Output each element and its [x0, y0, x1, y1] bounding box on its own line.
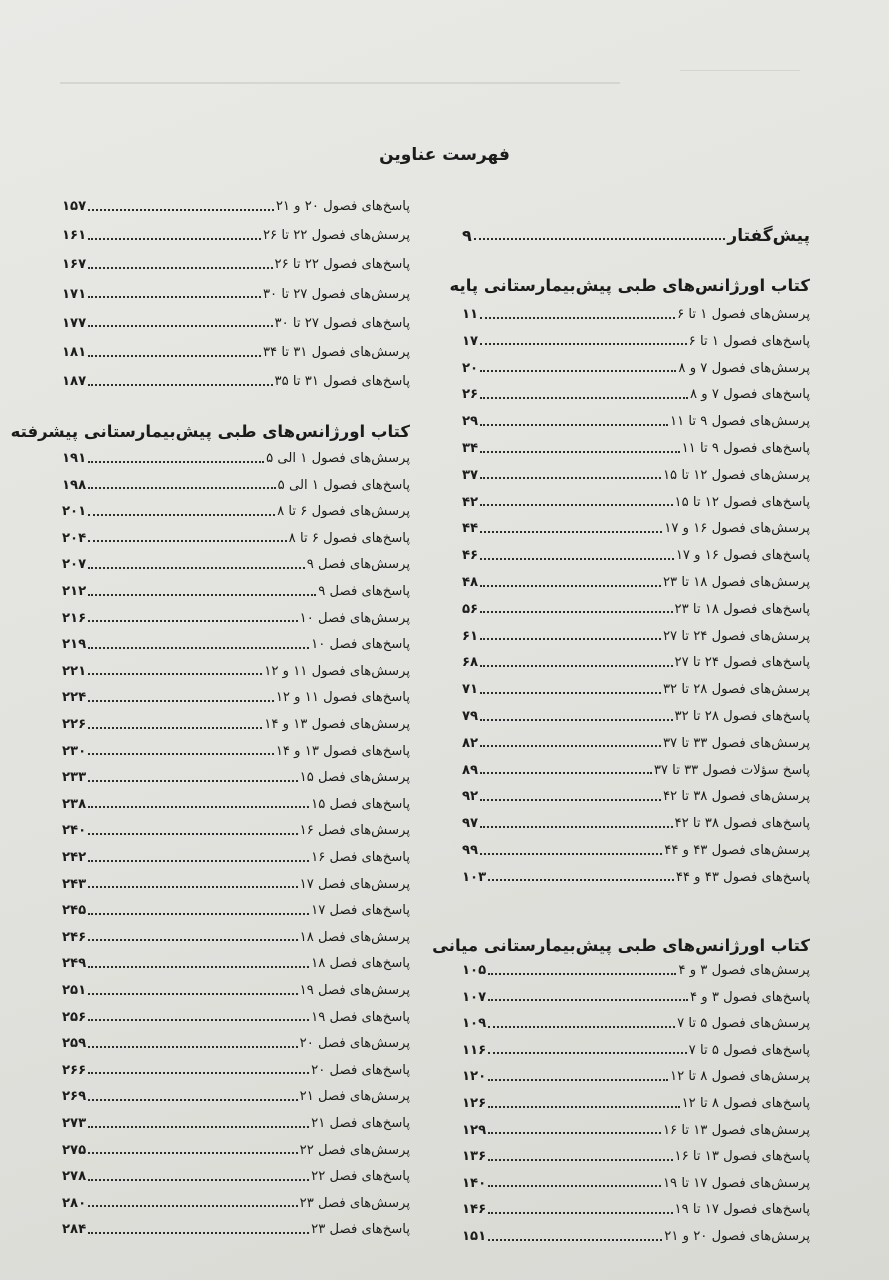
leader-dots — [88, 993, 297, 995]
leader-dots — [88, 540, 287, 542]
toc-entry[interactable] — [462, 1096, 810, 1111]
entry-label: پرسش‌های فصول ۸ تا ۱۲ — [670, 1069, 810, 1085]
toc-entry[interactable] — [462, 468, 810, 483]
leader-dots — [480, 826, 672, 828]
leader-dots — [480, 665, 672, 667]
leader-dots — [480, 558, 674, 560]
entry-page: ۲۰۴ — [62, 530, 87, 546]
leader-dots — [480, 397, 688, 399]
entry-page: ۲۳۸ — [62, 796, 87, 812]
toc-entry[interactable] — [62, 797, 410, 812]
entry-page: ۱۲۰ — [462, 1069, 487, 1085]
entry-page: ۲۱۹ — [62, 637, 87, 653]
leader-dots — [480, 692, 661, 694]
entry-label: پیش‌گفتار — [727, 226, 810, 246]
entry-label: پرسش‌های فصل ۱۶ — [299, 823, 410, 839]
entry-page: ۷۹ — [462, 709, 479, 724]
toc-entry[interactable] — [62, 531, 410, 546]
leader-dots — [88, 913, 309, 915]
toc-entry[interactable] — [62, 1196, 410, 1211]
entry-page: ۲۰۱ — [62, 504, 87, 520]
leader-dots — [88, 753, 274, 755]
entry-label: پرسش‌های فصل ۱۹ — [299, 983, 410, 998]
toc-entry[interactable] — [62, 504, 410, 519]
entry-label: پرسش‌های فصول ۲۲ تا ۲۶ — [262, 228, 410, 244]
toc-entry[interactable] — [62, 584, 410, 599]
leader-dots — [480, 799, 661, 801]
leader-dots — [88, 267, 272, 269]
leader-dots — [88, 325, 272, 327]
toc-entry[interactable] — [62, 557, 410, 572]
toc-entry[interactable] — [62, 1063, 410, 1078]
leader-dots — [488, 1026, 675, 1028]
leader-dots — [488, 1239, 662, 1241]
toc-entry[interactable] — [62, 316, 410, 331]
bleed-through-decoration — [60, 60, 820, 100]
toc-entry[interactable] — [462, 1202, 810, 1217]
toc-entry[interactable] — [462, 1229, 810, 1244]
toc-entry[interactable] — [62, 374, 410, 389]
entry-label: پاسخ‌های فصل ۱۸ — [311, 956, 410, 972]
entry-label: پاسخ‌های فصول ۸ تا ۱۲ — [681, 1096, 810, 1111]
entry-page: ۲۴۲ — [62, 850, 87, 865]
toc-entry[interactable] — [62, 717, 410, 732]
entry-label: پرسش‌های فصول ۲۴ تا ۲۷ — [662, 628, 810, 644]
leader-dots — [474, 238, 726, 240]
leader-dots — [88, 966, 309, 968]
entry-page: ۲۰ — [462, 360, 479, 376]
entry-label: پاسخ‌های فصل ۱۹ — [311, 1009, 410, 1025]
entry-label: پاسخ‌های فصول ۹ تا ۱۱ — [681, 441, 810, 456]
entry-label: پرسش‌های فصول ۵ تا ۷ — [677, 1016, 810, 1032]
entry-page: ۲۷۸ — [62, 1169, 87, 1185]
toc-entry[interactable] — [462, 521, 810, 536]
leader-dots — [88, 1099, 297, 1101]
toc-entry[interactable] — [62, 744, 410, 759]
entry-label: پاسخ‌های فصل ۱۷ — [311, 903, 410, 919]
leader-dots — [88, 1046, 297, 1048]
entry-page: ۲۴۰ — [62, 823, 87, 839]
entry-page: ۳۴ — [462, 441, 479, 456]
entry-page: ۲۲۴ — [62, 690, 87, 706]
entry-label: پاسخ‌های فصول ۱۱ و ۱۲ — [275, 690, 410, 706]
leader-dots — [480, 772, 652, 774]
leader-dots — [88, 238, 261, 240]
entry-page: ۲۲۱ — [62, 663, 87, 679]
entry-label: پاسخ‌های فصول ۱۲ تا ۱۵ — [674, 494, 810, 510]
entry-page: ۴۴ — [462, 521, 479, 537]
leader-dots — [88, 296, 261, 298]
leader-dots — [88, 209, 274, 211]
toc-entry[interactable] — [62, 823, 410, 838]
entry-label: پرسش‌های فصل ۲۲ — [299, 1142, 410, 1158]
leader-dots — [88, 806, 309, 808]
toc-entry[interactable] — [62, 1010, 410, 1025]
entry-page: ۱۷۱ — [62, 286, 87, 302]
leader-dots — [488, 1132, 661, 1134]
toc-entry[interactable] — [62, 199, 410, 214]
entry-page: ۱۲۶ — [462, 1096, 487, 1111]
entry-label: پرسش‌های فصول ۱۸ تا ۲۳ — [662, 575, 810, 590]
entry-label: پاسخ‌های فصول ۱۶ و ۱۷ — [675, 548, 810, 564]
leader-dots — [480, 477, 661, 479]
entry-label: پاسخ‌های فصول ۱۷ تا ۱۹ — [674, 1202, 810, 1218]
toc-entry[interactable] — [462, 307, 810, 322]
entry-label: پاسخ‌های فصول ۲۰ و ۲۱ — [275, 199, 410, 214]
entry-page: ۶۱ — [462, 628, 479, 644]
leader-dots — [480, 317, 675, 319]
entry-page: ۲۳۳ — [62, 770, 87, 786]
leader-dots — [488, 1052, 687, 1054]
leader-dots — [88, 833, 297, 835]
entry-label: پاسخ‌های فصل ۱۶ — [311, 850, 410, 865]
toc-entry[interactable] — [462, 629, 810, 644]
toc-entry[interactable] — [62, 956, 410, 971]
entry-page: ۲۴۹ — [62, 956, 87, 972]
entry-page: ۱۷ — [462, 333, 479, 349]
leader-dots — [488, 879, 674, 881]
entry-label: پاسخ‌های فصول ۱۳ و ۱۴ — [275, 743, 410, 759]
entry-label: پرسش‌های فصول ۴۳ و ۴۴ — [664, 843, 810, 858]
toc-entry[interactable] — [62, 903, 410, 918]
entry-label: پاسخ‌های فصول ۲۲ تا ۲۶ — [274, 257, 410, 273]
leader-dots — [488, 1212, 672, 1214]
entry-label: پرسش‌های فصل ۲۱ — [299, 1089, 410, 1105]
entry-label: پاسخ‌های فصول ۲۸ تا ۳۲ — [674, 709, 810, 724]
toc-entry[interactable] — [62, 1089, 410, 1104]
entry-page: ۲۰۷ — [62, 557, 87, 573]
leader-dots — [88, 384, 272, 386]
toc-entry[interactable] — [62, 451, 410, 466]
entry-page: ۲۴۵ — [62, 903, 87, 919]
leader-dots — [88, 1232, 309, 1234]
entry-label: پاسخ‌های فصل ۱۰ — [311, 637, 410, 653]
entry-page: ۲۱۲ — [62, 584, 87, 599]
toc-entry[interactable] — [462, 387, 810, 402]
entry-page: ۸۲ — [462, 735, 479, 751]
toc-entry[interactable] — [462, 789, 810, 804]
entry-label: پاسخ‌های فصول ۲۴ تا ۲۷ — [674, 655, 810, 671]
section-heading-basic: کتاب اورژانس‌های طبی پیش‌بیمارستانی پایه — [449, 276, 810, 295]
toc-entry[interactable] — [62, 1116, 410, 1131]
entry-label: پاسخ‌های فصول ۷ و ۸ — [689, 387, 810, 403]
entry-page: ۲۷۳ — [62, 1116, 87, 1131]
entry-label: پرسش‌های فصل ۱۰ — [299, 610, 410, 626]
toc-entry[interactable] — [462, 655, 810, 670]
entry-label: پاسخ‌های فصول ۱۳ تا ۱۶ — [674, 1149, 810, 1165]
toc-entry[interactable] — [462, 1123, 810, 1138]
entry-label: پاسخ‌های فصل ۲۲ — [311, 1169, 410, 1185]
toc-entry[interactable] — [462, 963, 810, 978]
entry-page: ۹۲ — [462, 789, 479, 805]
leader-dots — [480, 370, 676, 372]
leader-dots — [480, 531, 662, 533]
entry-page: ۲۸۴ — [62, 1222, 87, 1238]
entry-page: ۱۸۱ — [62, 345, 87, 360]
toc-entry[interactable] — [62, 877, 410, 892]
leader-dots — [88, 620, 297, 622]
entry-page: ۲۶۹ — [62, 1089, 87, 1105]
leader-dots — [88, 886, 297, 888]
entry-page: ۴۲ — [462, 494, 479, 510]
entry-page: ۱۰۵ — [462, 963, 487, 978]
entry-page: ۱۵۱ — [462, 1229, 487, 1244]
entry-label: پرسش‌های فصول ۱۷ تا ۱۹ — [662, 1175, 810, 1191]
toc-entry[interactable] — [462, 602, 810, 617]
entry-label: پرسش‌های فصول ۷ و ۸ — [678, 360, 810, 376]
toc-entry[interactable] — [462, 414, 810, 429]
leader-dots — [488, 1079, 668, 1081]
leader-dots — [488, 1159, 672, 1161]
toc-entry[interactable] — [462, 682, 810, 697]
entry-label: پاسخ سؤلات فصول ۳۳ تا ۳۷ — [653, 762, 810, 778]
entry-page: ۲۴۶ — [62, 929, 87, 945]
entry-label: پاسخ‌های فصول ۳۸ تا ۴۲ — [674, 816, 810, 832]
toc-entry[interactable] — [462, 1149, 810, 1164]
entry-page: ۲۲۶ — [62, 717, 87, 732]
leader-dots — [88, 727, 262, 729]
entry-page: ۴۸ — [462, 575, 479, 590]
toc-entry[interactable] — [62, 664, 410, 679]
entry-page: ۲۴۳ — [62, 876, 87, 892]
entry-label: پرسش‌های فصول ۱۳ و ۱۴ — [264, 717, 410, 732]
toc-entry[interactable] — [462, 816, 810, 831]
leader-dots — [480, 451, 679, 453]
leader-dots — [88, 487, 276, 489]
entry-label: پرسش‌های فصول ۳۳ تا ۳۷ — [662, 735, 810, 751]
entry-label: پرسش‌های فصول ۲۷ تا ۳۰ — [262, 286, 410, 302]
entry-label: پرسش‌های فصول ۱۲ تا ۱۵ — [662, 467, 810, 483]
toc-entry[interactable] — [462, 1176, 810, 1191]
toc-entry[interactable] — [62, 1036, 410, 1051]
entry-page: ۱۶۱ — [62, 228, 87, 244]
entry-label: پاسخ‌های فصول ۳۱ تا ۳۵ — [274, 374, 410, 390]
entry-label: پرسش‌های فصل ۱۵ — [299, 770, 410, 786]
entry-label: پاسخ‌های فصول ۱۸ تا ۲۳ — [674, 601, 810, 617]
entry-page: ۹۹ — [462, 843, 479, 858]
toc-entry[interactable] — [462, 548, 810, 563]
toc-entry-preface[interactable] — [462, 226, 810, 246]
entry-label: پرسش‌های فصول ۲۸ تا ۳۲ — [662, 682, 810, 698]
leader-dots — [88, 567, 305, 569]
entry-page: ۱۹۸ — [62, 477, 87, 493]
entry-page: ۱۱ — [462, 307, 479, 322]
leader-dots — [488, 973, 676, 975]
entry-page: ۱۰۷ — [462, 989, 487, 1005]
entry-label: پاسخ‌های فصول ۶ تا ۸ — [288, 530, 410, 546]
toc-entry[interactable] — [62, 611, 410, 626]
entry-page: ۹ — [462, 226, 472, 245]
entry-page: ۱۰۹ — [462, 1016, 487, 1032]
toc-entry[interactable] — [62, 1143, 410, 1158]
section-heading-intermediate: کتاب اورژانس‌های طبی پیش‌بیمارستانی میانی — [432, 936, 810, 955]
toc-entry[interactable] — [462, 709, 810, 724]
toc-entry[interactable] — [462, 1043, 810, 1058]
entry-page: ۲۵۹ — [62, 1036, 87, 1052]
entry-label: پاسخ‌های فصول ۵ تا ۷ — [688, 1042, 810, 1058]
entry-page: ۱۳۶ — [462, 1149, 487, 1165]
toc-entry[interactable] — [62, 287, 410, 302]
toc-entry[interactable] — [62, 690, 410, 705]
toc-entry[interactable] — [462, 763, 810, 778]
leader-dots — [88, 461, 264, 463]
toc-entry[interactable] — [62, 770, 410, 785]
entry-page: ۱۱۶ — [462, 1042, 487, 1058]
entry-label: پرسش‌های فصول ۳۸ تا ۴۲ — [662, 789, 810, 805]
entry-page: ۲۶ — [462, 387, 479, 403]
entry-label: پاسخ‌های فصول ۱ الی ۵ — [277, 477, 410, 493]
toc-entry[interactable] — [62, 228, 410, 243]
toc-entry[interactable] — [62, 850, 410, 865]
entry-page: ۲۵۶ — [62, 1009, 87, 1025]
toc-entry[interactable] — [462, 495, 810, 510]
entry-page: ۳۷ — [462, 467, 479, 483]
toc-entry[interactable] — [62, 983, 410, 998]
entry-page: ۱۹۱ — [62, 451, 87, 466]
entry-page: ۱۴۶ — [462, 1202, 487, 1218]
toc-entry[interactable] — [462, 736, 810, 751]
entry-page: ۲۳۰ — [62, 743, 87, 759]
entry-label: پرسش‌های فصول ۱۱ و ۱۲ — [264, 663, 410, 679]
toc-entry[interactable] — [462, 441, 810, 456]
entry-label: پاسخ‌های فصل ۱۵ — [311, 796, 410, 812]
leader-dots — [88, 647, 309, 649]
section-heading-advanced: کتاب اورژانس‌های طبی پیش‌بیمارستانی پیشرفته — [10, 422, 410, 441]
toc-entry[interactable] — [462, 1016, 810, 1031]
entry-page: ۵۶ — [462, 601, 479, 617]
leader-dots — [480, 745, 661, 747]
toc-entry[interactable] — [462, 843, 810, 858]
entry-page: ۲۸۰ — [62, 1195, 87, 1211]
entry-label: پرسش‌های فصل ۹ — [306, 557, 410, 573]
leader-dots — [88, 1152, 297, 1154]
entry-page: ۸۹ — [462, 762, 479, 778]
toc-entry[interactable] — [62, 1222, 410, 1237]
leader-dots — [480, 424, 668, 426]
toc-entry[interactable] — [62, 478, 410, 493]
entry-page: ۱۴۰ — [462, 1175, 487, 1191]
leader-dots — [480, 638, 661, 640]
entry-page: ۲۱۶ — [62, 610, 87, 626]
toc-entry[interactable] — [62, 257, 410, 272]
entry-page: ۱۸۷ — [62, 374, 87, 390]
entry-label: پرسش‌های فصول ۳ و ۴ — [678, 963, 810, 978]
toc-entry[interactable] — [462, 361, 810, 376]
entry-page: ۴۶ — [462, 548, 479, 564]
entry-label: پاسخ‌های فصول ۲۷ تا ۳۰ — [274, 315, 410, 331]
entry-label: پاسخ‌های فصل ۲۱ — [311, 1116, 410, 1131]
leader-dots — [88, 673, 262, 675]
leader-dots — [88, 700, 274, 702]
leader-dots — [88, 1179, 309, 1181]
leader-dots — [88, 1072, 309, 1074]
leader-dots — [88, 514, 275, 516]
entry-label: پرسش‌های فصول ۲۰ و ۲۱ — [664, 1229, 810, 1244]
entry-label: پرسش‌های فصل ۲۳ — [299, 1195, 410, 1211]
entry-label: پاسخ‌های فصول ۳ و ۴ — [689, 989, 810, 1005]
entry-label: پاسخ‌های فصل ۹ — [318, 584, 410, 599]
leader-dots — [488, 1185, 661, 1187]
entry-page: ۲۹ — [462, 414, 479, 430]
toc-entry[interactable] — [462, 990, 810, 1005]
entry-page: ۲۷۵ — [62, 1142, 87, 1158]
leader-dots — [88, 860, 309, 862]
leader-dots — [88, 594, 316, 596]
leader-dots — [88, 939, 297, 941]
leader-dots — [88, 355, 261, 357]
leader-dots — [88, 780, 297, 782]
entry-page: ۱۶۷ — [62, 257, 87, 273]
entry-label: پرسش‌های فصول ۳۱ تا ۳۴ — [262, 345, 410, 360]
entry-page: ۱۵۷ — [62, 199, 87, 214]
entry-label: پرسش‌های فصل ۱۷ — [299, 876, 410, 892]
entry-page: ۱۷۷ — [62, 315, 87, 331]
leader-dots — [88, 1019, 309, 1021]
entry-label: پرسش‌های فصول ۱ تا ۶ — [677, 307, 810, 322]
entry-label: پاسخ‌های فصول ۱ تا ۶ — [688, 333, 810, 349]
entry-label: پرسش‌های فصول ۱ الی ۵ — [266, 451, 410, 466]
toc-entry[interactable] — [62, 345, 410, 360]
leader-dots — [88, 1126, 309, 1128]
entry-label: پاسخ‌های فصل ۲۳ — [311, 1222, 410, 1238]
leader-dots — [480, 719, 672, 721]
leader-dots — [488, 999, 688, 1001]
leader-dots — [88, 1205, 297, 1207]
entry-label: پاسخ‌های فصول ۴۳ و ۴۴ — [675, 869, 810, 885]
entry-label: پرسش‌های فصول ۶ تا ۸ — [277, 504, 410, 520]
entry-label: پاسخ‌های فصل ۲۰ — [311, 1062, 410, 1078]
entry-page: ۹۷ — [462, 816, 479, 832]
entry-label: پرسش‌های فصل ۲۰ — [299, 1036, 410, 1052]
leader-dots — [480, 504, 672, 506]
entry-page: ۶۸ — [462, 655, 479, 671]
toc-entry[interactable] — [462, 575, 810, 590]
entry-label: پرسش‌های فصول ۱۳ تا ۱۶ — [662, 1122, 810, 1138]
entry-label: پرسش‌های فصول ۱۶ و ۱۷ — [664, 521, 810, 537]
entry-page: ۱۲۹ — [462, 1122, 487, 1138]
entry-label: پرسش‌های فصول ۹ تا ۱۱ — [670, 414, 810, 430]
entry-page: ۱۰۳ — [462, 869, 487, 885]
leader-dots — [488, 1106, 679, 1108]
toc-entry[interactable] — [462, 870, 810, 885]
toc-entry[interactable] — [462, 334, 810, 349]
toc-entry[interactable] — [462, 1069, 810, 1084]
toc-entry[interactable] — [62, 637, 410, 652]
toc-entry[interactable] — [62, 930, 410, 945]
entry-page: ۷۱ — [462, 682, 479, 698]
leader-dots — [480, 853, 662, 855]
leader-dots — [480, 611, 672, 613]
entry-label: پرسش‌های فصل ۱۸ — [299, 929, 410, 945]
leader-dots — [480, 585, 661, 587]
entry-page: ۲۶۶ — [62, 1062, 87, 1078]
leader-dots — [480, 343, 687, 345]
toc-entry[interactable] — [62, 1169, 410, 1184]
page-title: فهرست عناوین — [379, 145, 510, 165]
entry-page: ۲۵۱ — [62, 983, 87, 998]
